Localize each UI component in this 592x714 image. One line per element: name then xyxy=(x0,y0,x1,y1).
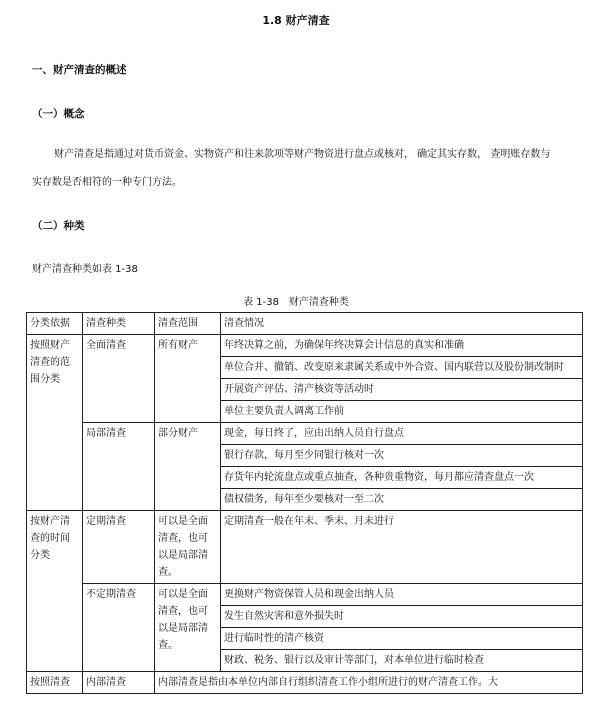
section-heading: 一、财产清查的概述 xyxy=(32,64,127,76)
type-cell: 局部清查 xyxy=(83,423,155,511)
scope-cell: 可以是全面清查，也可以是局部清查。 xyxy=(155,584,221,672)
detail-cell: 进行临时性的清产核资 xyxy=(221,628,583,650)
detail-cell: 现金，每日终了，应由出纳人员自行盘点 xyxy=(221,423,583,445)
scope-cell: 可以是全面清查，也可以是局部清查。 xyxy=(155,511,221,584)
table-row xyxy=(27,672,583,694)
table-row xyxy=(27,423,583,445)
header-cell: 清查种类 xyxy=(83,313,155,335)
detail-cell: 银行存款，每月至少同银行核对一次 xyxy=(221,445,583,467)
detail-cell: 存货年内轮流盘点或重点抽查，各种贵重物资，每月都应清查盘点一次 xyxy=(221,467,583,489)
table-row xyxy=(27,335,583,357)
header-cell: 清查情况 xyxy=(221,313,583,335)
detail-cell: 财政、税务、银行以及审计等部门，对本单位进行临时检查 xyxy=(221,650,583,672)
detail-cell: 内部清查是指由本单位内部自行组织清查工作小组所进行的财产清查工作。大 xyxy=(155,672,583,694)
document-title: 1.8 财产清查 xyxy=(262,14,330,27)
table-caption: 表 1-38 财产清查种类 xyxy=(243,297,349,308)
type-cell: 全面清查 xyxy=(83,335,155,423)
inventory-types-table xyxy=(26,312,583,694)
subsection-heading-types: （二）种类 xyxy=(32,220,85,232)
basis-cell: 按财产清查的时间分类 xyxy=(27,511,83,672)
detail-cell: 债权债务，每年至少要核对一至二次 xyxy=(221,489,583,511)
detail-cell: 定期清查一般在年末、季末、月末进行 xyxy=(221,511,583,584)
scope-cell: 所有财产 xyxy=(155,335,221,423)
detail-cell: 发生自然灾害和意外损失时 xyxy=(221,606,583,628)
type-cell: 内部清查 xyxy=(83,672,155,694)
table-row xyxy=(27,584,583,606)
detail-cell: 单位合并、撤销、改变原来隶属关系或中外合资、国内联营以及股份制改制时 xyxy=(221,357,583,379)
detail-cell: 更换财产物资保管人员和现金出纳人员 xyxy=(221,584,583,606)
basis-cell: 按照财产清查的范围分类 xyxy=(27,335,83,511)
table-row xyxy=(27,511,583,584)
scope-cell: 部分财产 xyxy=(155,423,221,511)
detail-cell: 年终决算之前，为确保年终决算会计信息的真实和准确 xyxy=(221,335,583,357)
subsection-heading-concept: （一）概念 xyxy=(32,108,85,120)
type-cell: 定期清查 xyxy=(83,511,155,584)
basis-cell: 按照清查 xyxy=(27,672,83,694)
table-intro-text: 财产清查种类如表 1-38 xyxy=(32,264,138,275)
concept-paragraph: 财产清查是指通过对货币资金、实物资产和往来款项等财产物资进行盘点或核对， 确定其实存数， 查明账存数与实存数是否相符的一种专门方法。 xyxy=(32,149,551,188)
detail-cell: 开展资产评估、清产核资等活动时 xyxy=(221,379,583,401)
header-cell: 分类依据 xyxy=(27,313,83,335)
header-cell: 清查范围 xyxy=(155,313,221,335)
detail-cell: 单位主要负责人调离工作前 xyxy=(221,401,583,423)
type-cell: 不定期清查 xyxy=(83,584,155,672)
table-header-row xyxy=(27,313,583,335)
